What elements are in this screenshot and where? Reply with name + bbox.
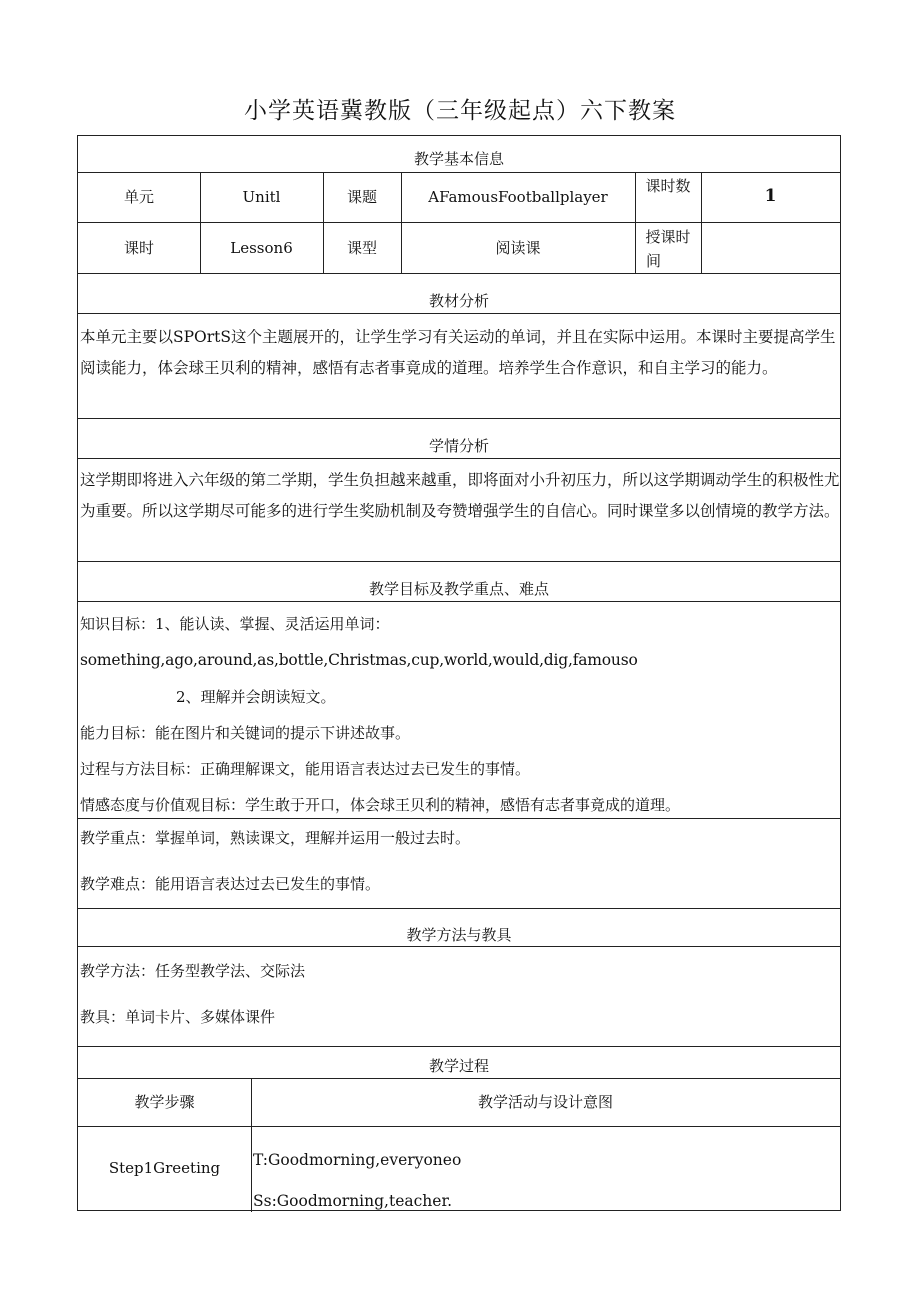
topic-label: 课题 xyxy=(346,188,377,206)
lesson-label: 课时 xyxy=(123,239,154,257)
time-label-line1: 授课时 xyxy=(645,228,691,246)
textbook-analysis-text: 本单元主要以SPOrtS这个主题展开的，让学生学习有关运动的单词，并且在实际中运用。本课时主要提高学生阅读能力，体会球王贝利的精神，感悟有志者事竟成的道理。培养学生合作意识，和自主学习的能力。 xyxy=(80,328,836,377)
teaching-method: 教学方法：任务型教学法、交际法 xyxy=(80,962,306,980)
process-header: 教学过程 xyxy=(428,1057,489,1075)
student-analysis-header: 学情分析 xyxy=(428,437,489,455)
topic-value: AFamousFootballplayer xyxy=(428,188,608,206)
teaching-tools: 教具：单词卡片、多媒体课件 xyxy=(80,1008,276,1026)
difficulty-point: 教学难点：能用语言表达过去已发生的事情。 xyxy=(80,875,381,893)
lesson-plan-table xyxy=(77,135,841,1211)
emotion-objective: 情感态度与价值观目标：学生敢于开口，体会球王贝利的精神，感悟有志者事竟成的道理。 xyxy=(80,796,681,814)
activity-line-1: T:Goodmorning,everyoneo xyxy=(253,1151,462,1169)
unit-label: 单元 xyxy=(123,188,154,206)
methods-header: 教学方法与教具 xyxy=(406,926,512,944)
textbook-analysis-header: 教材分析 xyxy=(428,292,489,310)
knowledge-objective-2: 2、理解并会朗读短文。 xyxy=(176,688,336,706)
hours-value: 1 xyxy=(764,186,777,206)
student-analysis-text: 这学期即将进入六年级的第二学期，学生负担越来越重，即将面对小升初压力，所以这学期调动学生的积极性尤为重要。所以这学期尽可能多的进行学生奖励机制及夸赞增强学生的自信心。同时课堂多以创情境的教学方法。 xyxy=(80,471,840,520)
ability-objective: 能力目标：能在图片和关键词的提示下讲述故事。 xyxy=(80,724,411,742)
key-point: 教学重点：掌握单词，熟读课文，理解并运用一般过去时。 xyxy=(80,829,471,847)
page-title: 小学英语冀教版（三年级起点）六下教案 xyxy=(244,98,676,124)
hours-label: 课时数 xyxy=(645,177,691,195)
knowledge-objective: 知识目标：1、能认读、掌握、灵活运用单词： xyxy=(80,615,390,633)
type-label: 课型 xyxy=(346,239,377,257)
unit-value: Unitl xyxy=(242,188,281,206)
col-step-header: 教学步骤 xyxy=(134,1093,195,1111)
vocabulary-list: something,ago,around,as,bottle,Christmas,cup,world,would,dig,famouso xyxy=(80,651,638,669)
col-activity-header: 教学活动与设计意图 xyxy=(477,1093,613,1111)
lesson-value: Lesson6 xyxy=(230,239,293,257)
activity-line-2: Ss:Goodmorning,teacher. xyxy=(253,1192,453,1210)
objectives-header: 教学目标及教学重点、难点 xyxy=(368,580,549,598)
basic-info-header: 教学基本信息 xyxy=(413,150,504,168)
step-cell: Step1Greeting xyxy=(108,1159,221,1177)
time-label-line2: 间 xyxy=(646,252,662,270)
process-objective: 过程与方法目标：正确理解课文，能用语言表达过去已发生的事情。 xyxy=(80,760,531,778)
type-value: 阅读课 xyxy=(495,239,541,257)
